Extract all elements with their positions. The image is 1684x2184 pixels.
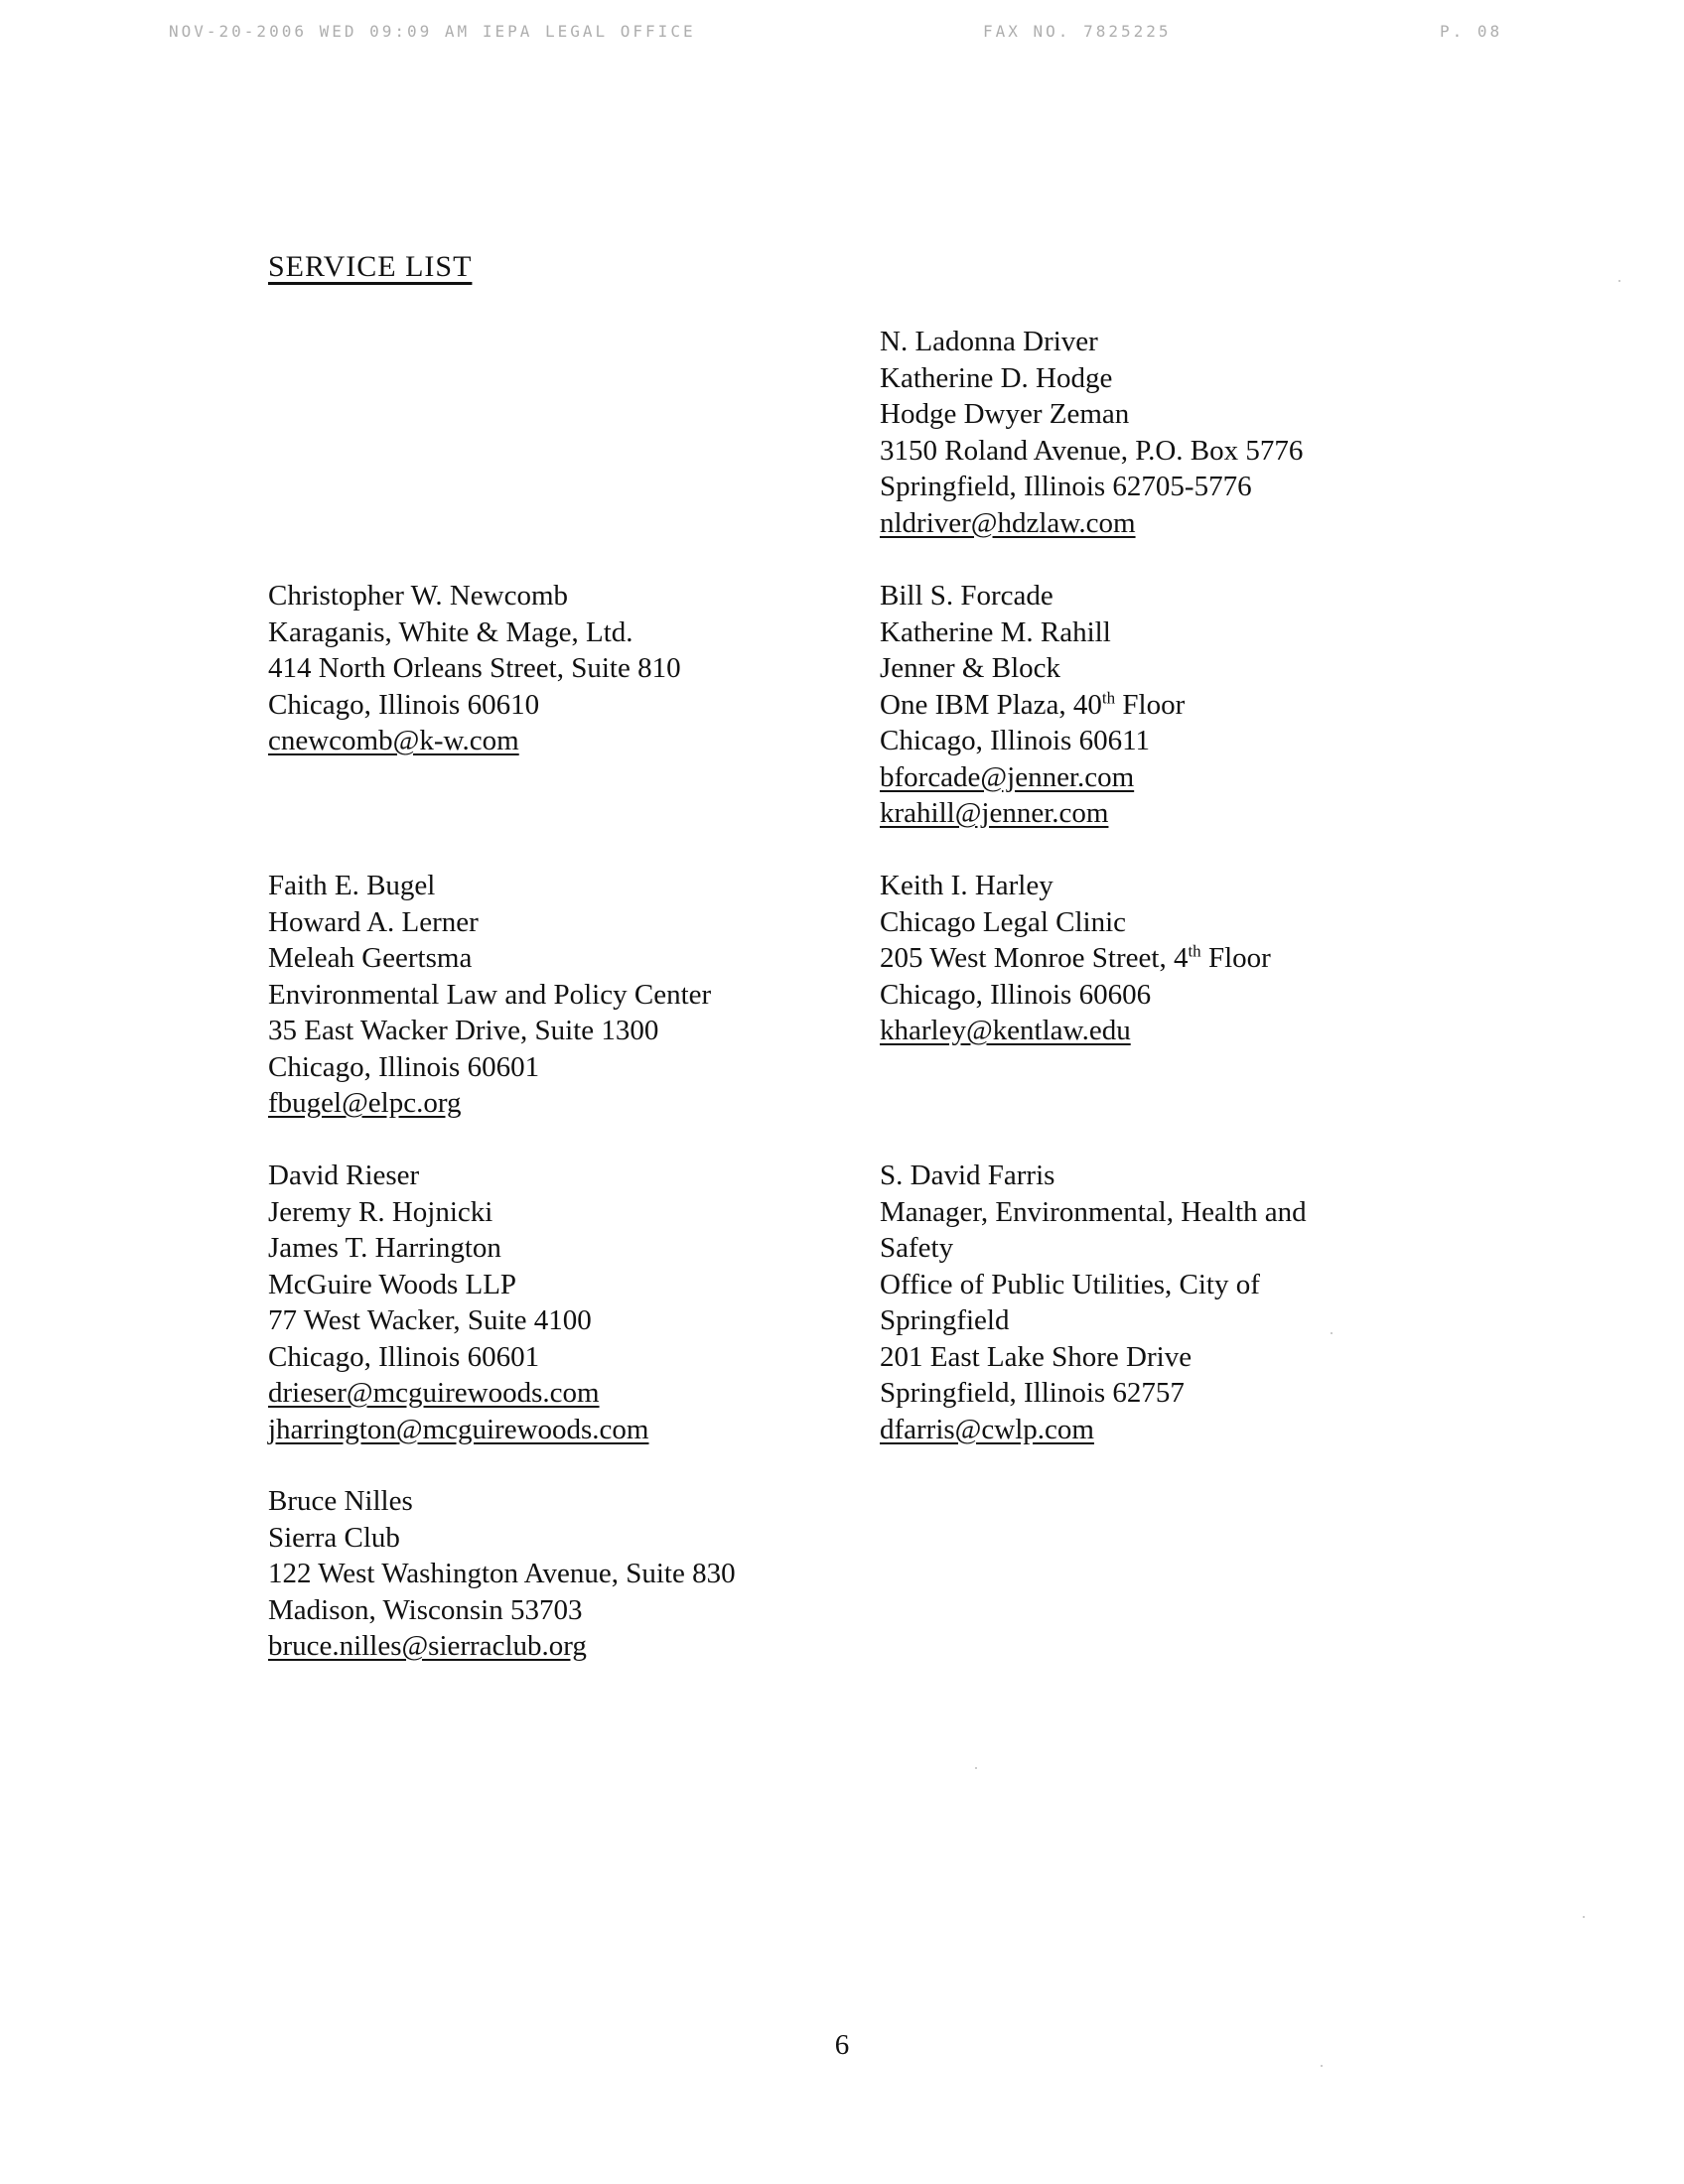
contact-line: Katherine M. Rahill (880, 615, 1111, 648)
fax-header-right: P. 08 (1440, 22, 1503, 41)
scan-speck (1583, 1916, 1585, 1918)
page-number: 6 (834, 2029, 850, 2061)
scan-speck (1331, 1332, 1333, 1334)
contact-line: Karaganis, White & Mage, Ltd. (268, 615, 633, 648)
address-text: One IBM Plaza, 40 (880, 688, 1102, 721)
contact-line: McGuire Woods LLP (268, 1268, 517, 1300)
contact-line: Hodge Dwyer Zeman (880, 398, 1130, 430)
contact-line: Springfield, Illinois 62705-5776 (880, 471, 1252, 502)
contact-line: 122 West Washington Avenue, Suite 830 (268, 1558, 736, 1589)
page-title: SERVICE LIST (268, 250, 473, 283)
contact-email-link[interactable]: krahill@jenner.com (880, 797, 1109, 829)
contact-line: Chicago, Illinois 60601 (268, 1340, 540, 1373)
ordinal-suffix: th (1188, 941, 1201, 961)
contact-line: Chicago, Illinois 60601 (268, 1050, 540, 1083)
contact-block-newcomb (268, 578, 681, 759)
contact-line: Chicago Legal Clinic (880, 905, 1127, 938)
contact-email-link[interactable]: nldriver@hdzlaw.com (880, 506, 1136, 539)
contact-line: S. David Farris (880, 1160, 1055, 1191)
contact-email-link[interactable]: fbugel@elpc.org (268, 1087, 462, 1119)
contact-email-link[interactable]: bforcade@jenner.com (880, 760, 1135, 793)
contact-line: 414 North Orleans Street, Suite 810 (268, 652, 681, 684)
contact-line: 201 East Lake Shore Drive (880, 1340, 1193, 1373)
contact-line: Faith E. Bugel (268, 870, 436, 901)
contact-line: Chicago, Illinois 60610 (268, 688, 540, 721)
ordinal-suffix: th (1101, 687, 1116, 707)
scan-speck (1321, 2065, 1323, 2067)
contact-block-farris (880, 1158, 1307, 1447)
contact-block-rieser (268, 1158, 649, 1447)
contact-line: Christopher W. Newcomb (268, 580, 569, 612)
contact-line: Chicago, Illinois 60611 (880, 725, 1150, 756)
contact-line: Meleah Geertsma (268, 942, 473, 974)
scan-speck (1618, 280, 1620, 282)
address-text: Floor (1200, 942, 1271, 974)
contact-line: Madison, Wisconsin 53703 (268, 1593, 583, 1626)
contact-line: David Rieser (268, 1160, 420, 1191)
contact-line: N. Ladonna Driver (880, 326, 1098, 357)
contact-line: Katherine D. Hodge (880, 361, 1113, 394)
contact-line: Jeremy R. Hojnicki (268, 1195, 493, 1228)
contact-line: Bruce Nilles (268, 1485, 413, 1517)
contact-line: Sierra Club (268, 1521, 400, 1554)
contact-line: Manager, Environmental, Health and (880, 1195, 1307, 1228)
contact-email-link[interactable]: drieser@mcguirewoods.com (268, 1377, 600, 1409)
scan-speck (975, 1767, 977, 1769)
fax-header-left: NOV-20-2006 WED 09:09 AM IEPA LEGAL OFFICE (169, 22, 696, 41)
contact-line (880, 940, 1271, 977)
contact-line: Howard A. Lerner (268, 905, 479, 938)
contact-block-driver-hodge (880, 324, 1303, 541)
contact-line: James T. Harrington (268, 1232, 501, 1264)
contact-email-link[interactable]: kharley@kentlaw.edu (880, 1015, 1131, 1046)
contact-email-link[interactable]: cnewcomb@k-w.com (268, 725, 519, 756)
contact-email-link[interactable]: bruce.nilles@sierraclub.org (268, 1630, 587, 1662)
contact-block-nilles (268, 1483, 736, 1665)
contact-line: Springfield (880, 1304, 1010, 1336)
contact-line (880, 687, 1185, 724)
contact-line: Jenner & Block (880, 652, 1061, 684)
contact-line: Safety (880, 1232, 954, 1264)
contact-email-link[interactable]: dfarris@cwlp.com (880, 1413, 1094, 1445)
contact-line: Springfield, Illinois 62757 (880, 1377, 1185, 1409)
contact-line: Chicago, Illinois 60606 (880, 978, 1152, 1011)
contact-block-forcade (880, 578, 1185, 832)
contact-line: 3150 Roland Avenue, P.O. Box 5776 (880, 434, 1304, 467)
contact-block-bugel (268, 868, 711, 1122)
contact-line: Office of Public Utilities, City of (880, 1268, 1260, 1300)
contact-line: Keith I. Harley (880, 870, 1053, 901)
address-text: 205 West Monroe Street, 4 (880, 942, 1189, 974)
contact-line: Bill S. Forcade (880, 580, 1053, 612)
contact-line: 77 West Wacker, Suite 4100 (268, 1304, 592, 1336)
fax-header (169, 14, 1599, 73)
contact-line: 35 East Wacker Drive, Suite 1300 (268, 1015, 659, 1046)
contact-email-link[interactable]: jharrington@mcguirewoods.com (268, 1413, 649, 1445)
address-text: Floor (1115, 688, 1186, 721)
contact-block-harley (880, 868, 1271, 1049)
contact-line: Environmental Law and Policy Center (268, 978, 712, 1011)
fax-header-middle: FAX NO. 7825225 (983, 22, 1172, 41)
